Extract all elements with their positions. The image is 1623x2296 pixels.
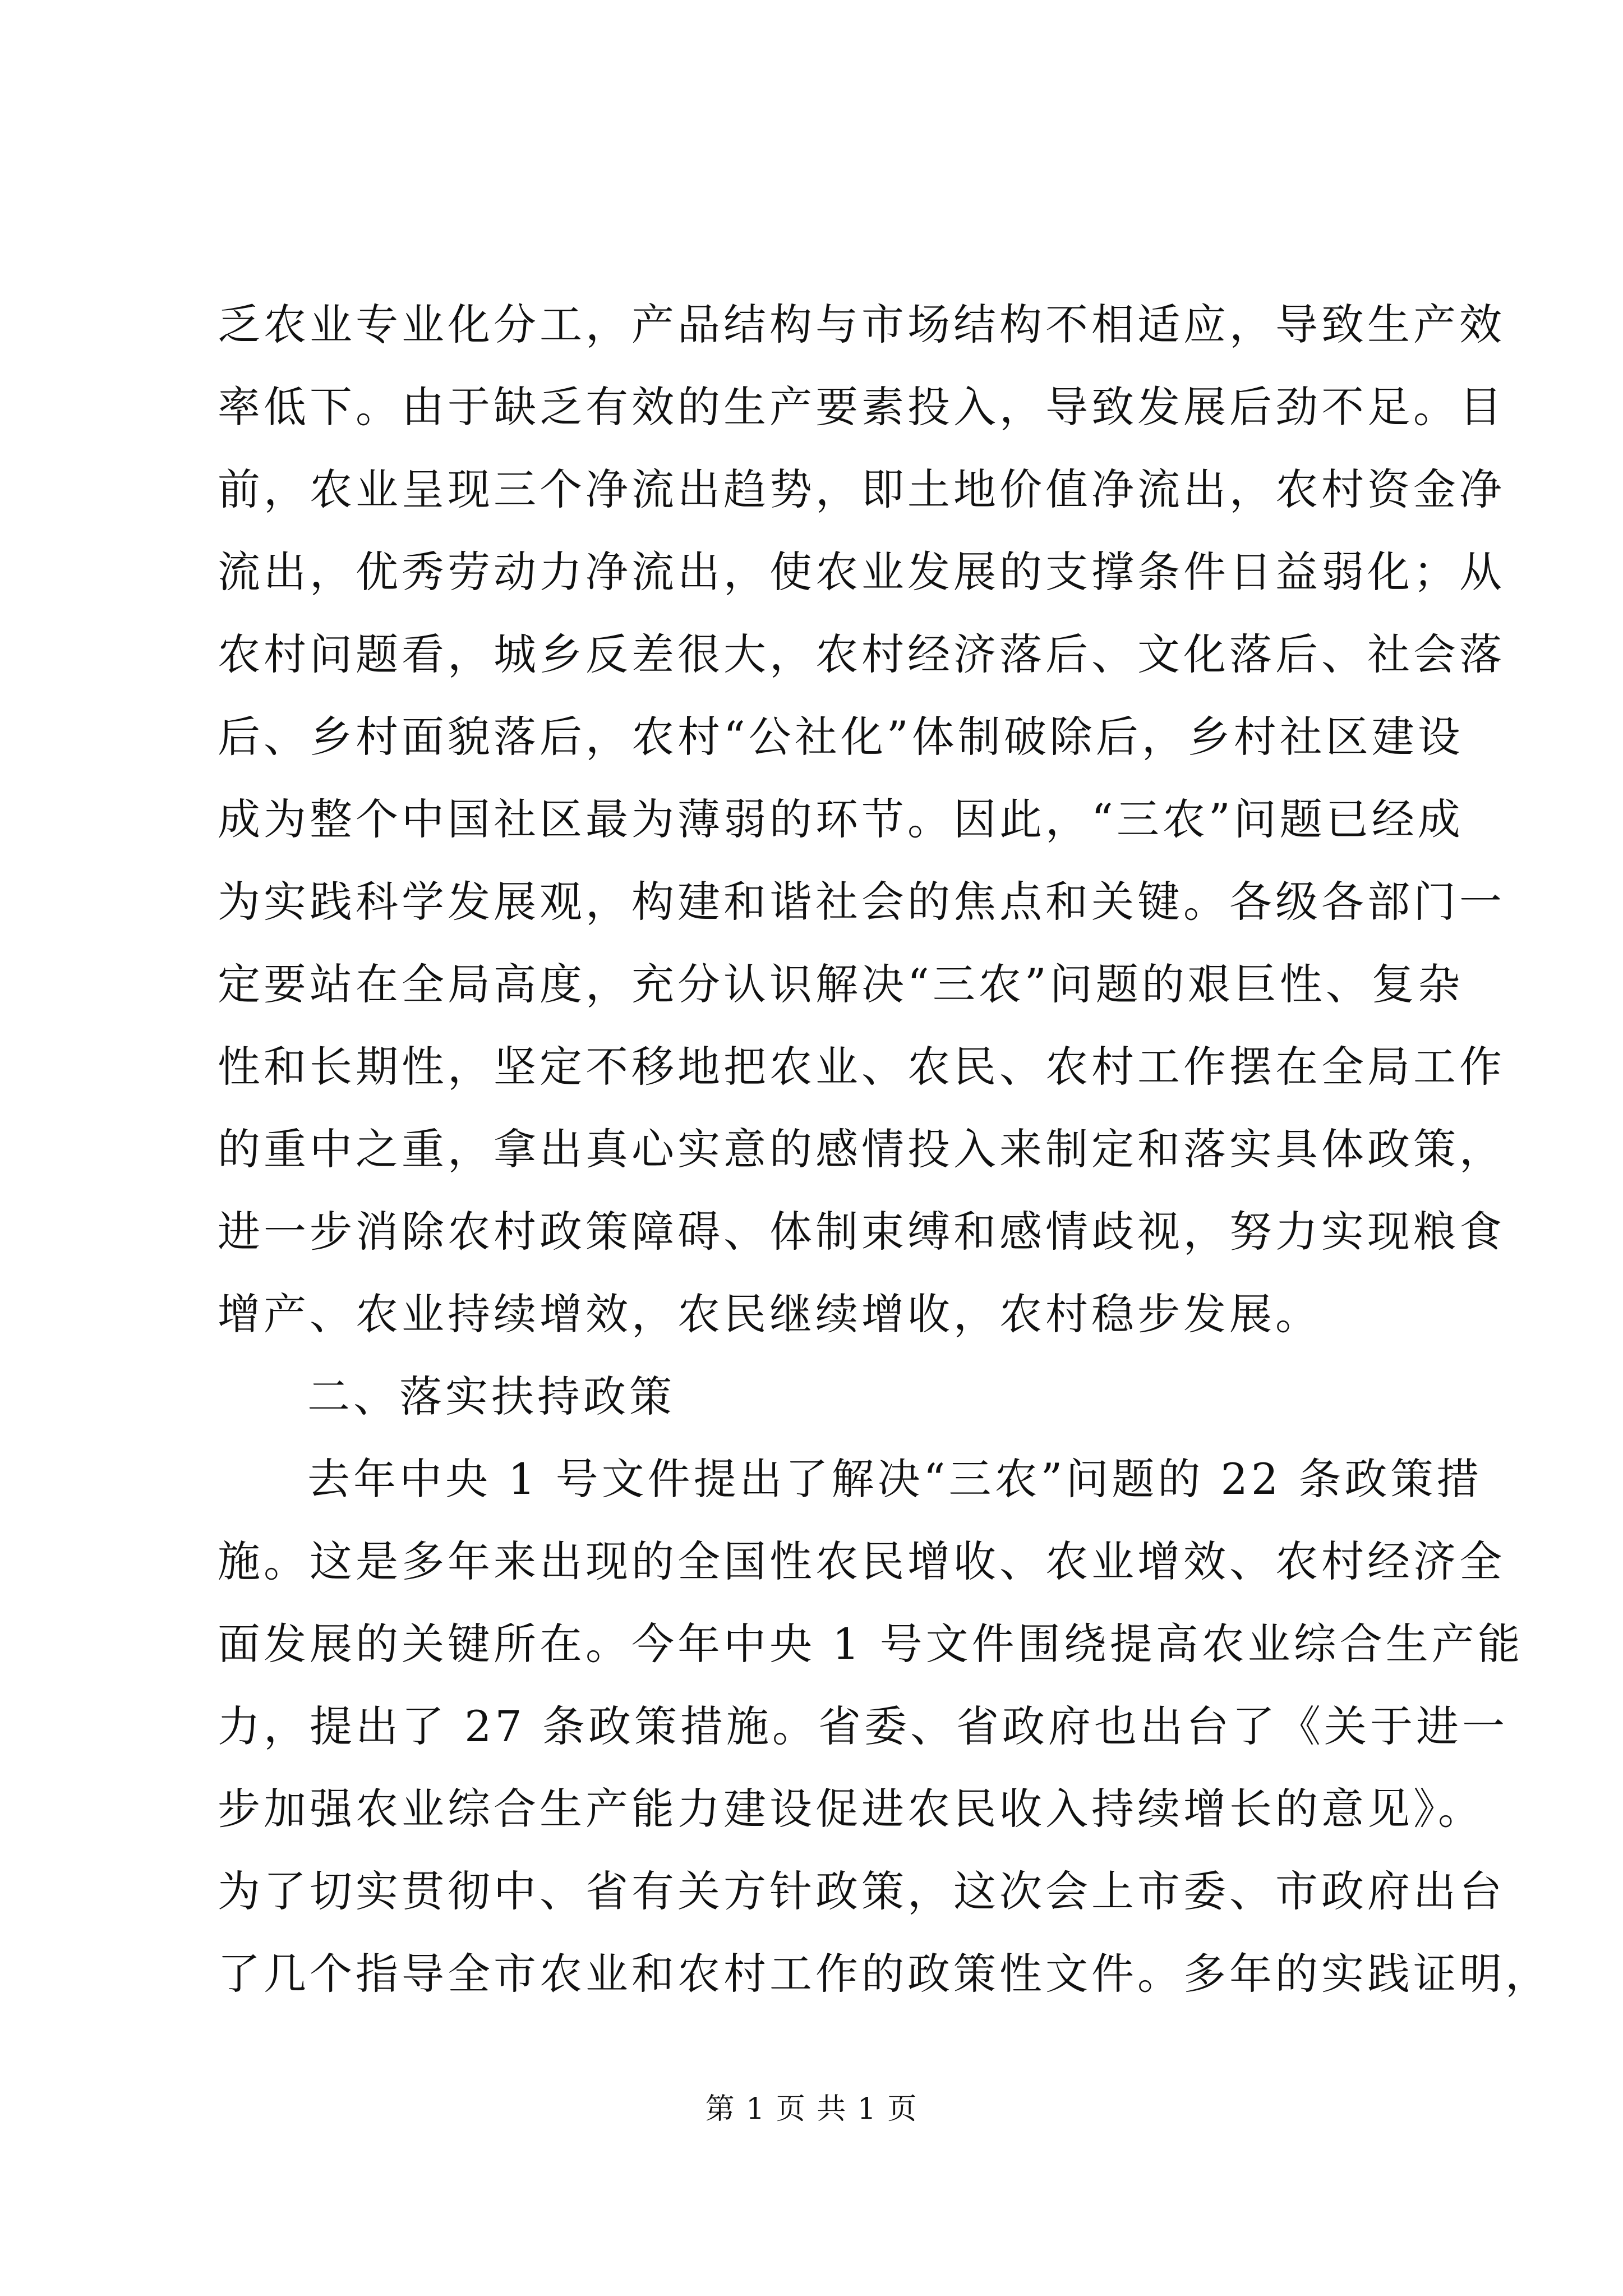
paragraph-line: 为实践科学发展观，构建和谐社会的焦点和关键。各级各部门一	[218, 877, 1505, 927]
paragraph-line: 农村问题看，城乡反差很大，农村经济落后、文化落后、社会落	[218, 629, 1505, 679]
paragraph-line: 定要站在全局高度，充分认识解决“三农”问题的艰巨性、复杂	[218, 959, 1464, 1009]
paragraph-line: 施。这是多年来出现的全国性农民增收、农业增效、农村经济全	[218, 1536, 1505, 1586]
paragraph-line: 性和长期性，坚定不移地把农业、农民、农村工作摆在全局工作	[218, 1042, 1505, 1092]
paragraph-line: 增产、农业持续增效，农民继续增收，农村稳步发展。	[218, 1289, 1321, 1339]
section-heading: 二、落实扶持政策	[307, 1372, 675, 1421]
paragraph-line: 步加强农业综合生产能力建设促进农民收入持续增长的意见》。	[218, 1784, 1484, 1834]
paragraph-first-line: 去年中央 1 号文件提出了解决“三农”问题的 22 条政策措	[307, 1454, 1483, 1504]
paragraph-line: 率低下。由于缺乏有效的生产要素投入，导致发展后劲不足。目	[218, 382, 1505, 432]
paragraph-line: 面发展的关键所在。今年中央 1 号文件围绕提高农业综合生产能	[218, 1619, 1524, 1669]
paragraph-line: 前，农业呈现三个净流出趋势，即土地价值净流出，农村资金净	[218, 464, 1505, 514]
paragraph-line: 进一步消除农村政策障碍、体制束缚和感情歧视，努力实现粮食	[218, 1207, 1505, 1257]
paragraph-line: 为了切实贯彻中、省有关方针政策，这次会上市委、市政府出台	[218, 1866, 1505, 1916]
paragraph-line: 成为整个中国社区最为薄弱的环节。因此，“三农”问题已经成	[218, 794, 1464, 844]
paragraph-line: 乏农业专业化分工，产品结构与市场结构不相适应，导致生产效	[218, 300, 1505, 349]
paragraph-line: 的重中之重，拿出真心实意的感情投入来制定和落实具体政策，	[218, 1124, 1505, 1174]
paragraph-line: 后、乡村面貌落后，农村“公社化”体制破除后，乡村社区建设	[218, 712, 1464, 762]
paragraph-line: 力，提出了 27 条政策措施。省委、省政府也出台了《关于进一	[218, 1701, 1509, 1751]
paragraph-line: 流出，优秀劳动力净流出，使农业发展的支撑条件日益弱化；从	[218, 547, 1505, 597]
document-body	[218, 283, 1551, 2015]
paragraph-line: 了几个指导全市农业和农村工作的政策性文件。多年的实践证明，	[218, 1949, 1551, 1999]
page-number: 第 1 页 共 1 页	[705, 2092, 918, 2126]
page-footer	[0, 2090, 1623, 2129]
